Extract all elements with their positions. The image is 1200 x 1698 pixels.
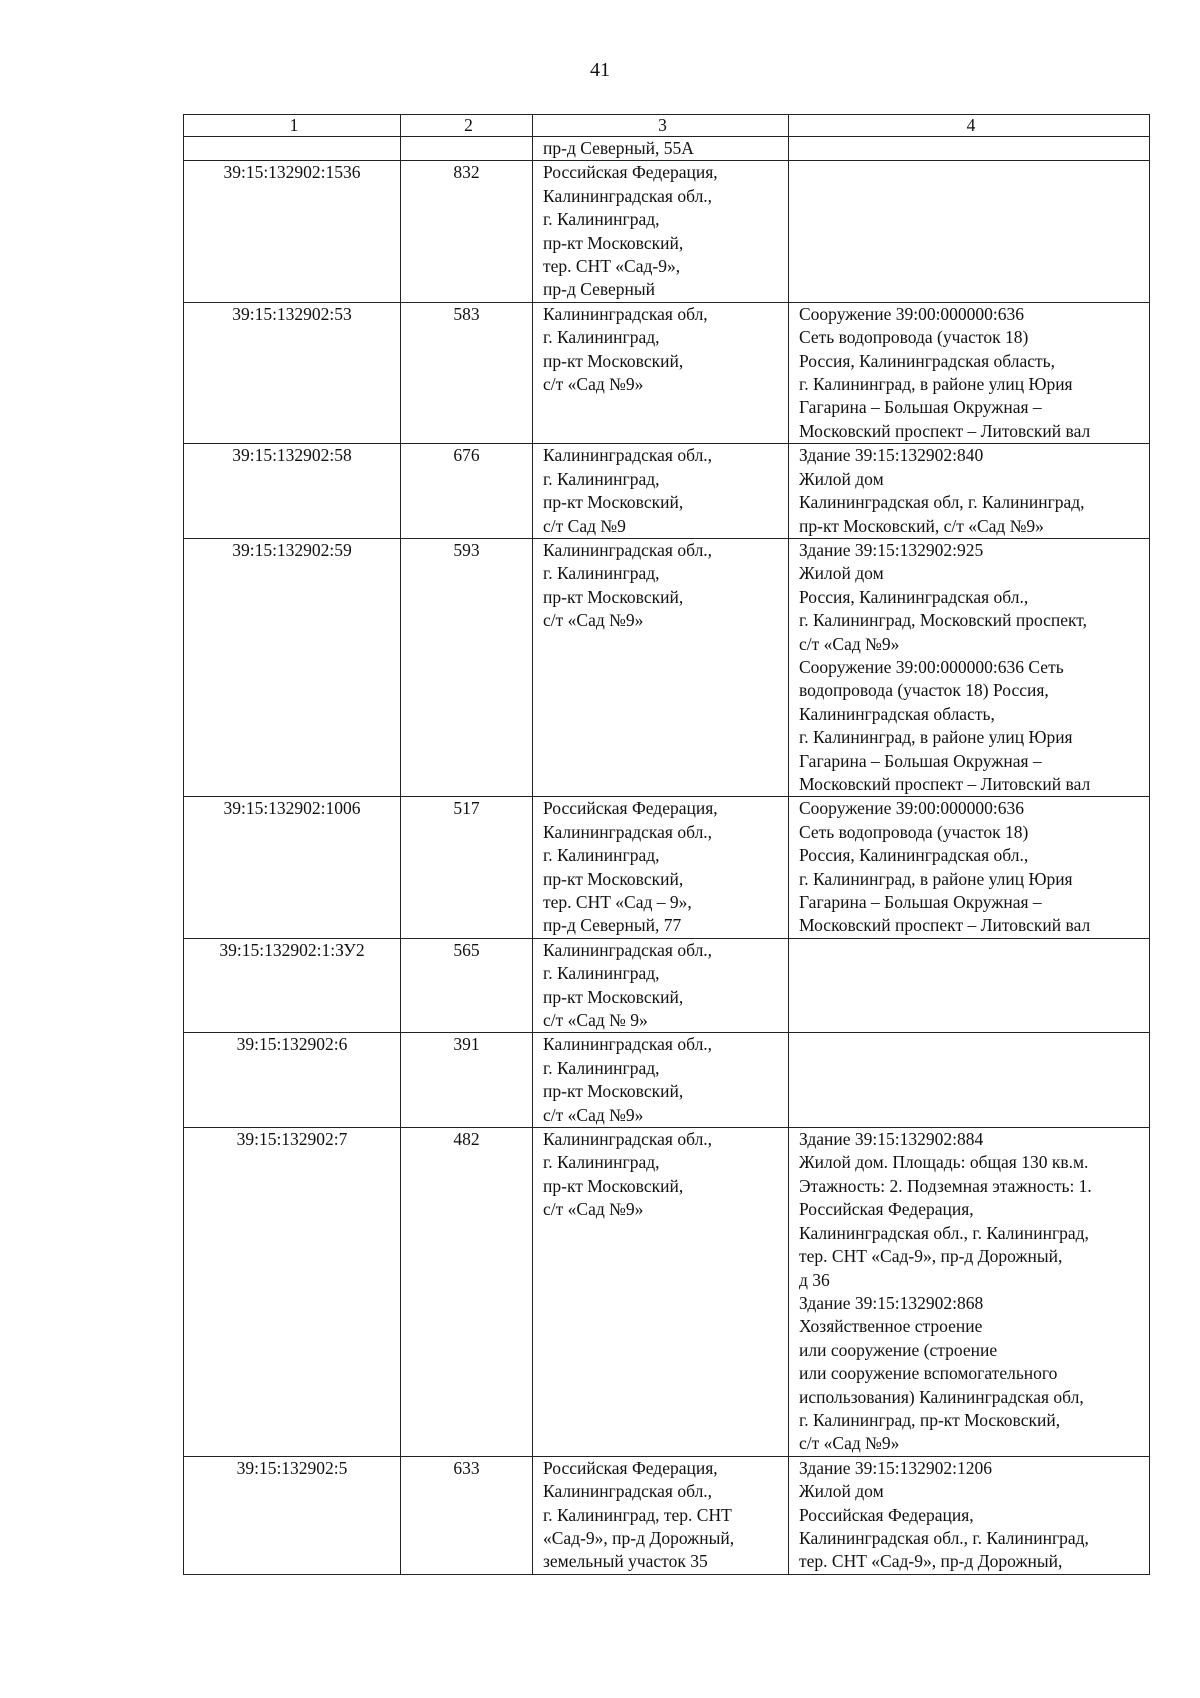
cadastral-number-cell: 39:15:132902:5 <box>184 1456 401 1574</box>
area-cell: 391 <box>401 1033 533 1128</box>
area-cell: 676 <box>401 444 533 539</box>
objects-cell: Сооружение 39:00:000000:636 Сеть водопровода (участок 18) Россия, Калининградская область, г. Калининград, в районе улиц Юрия Гагарина – Большая Окружная – Московский проспект – Литовский вал <box>789 302 1150 443</box>
table-row <box>184 1128 1150 1457</box>
column-header-1: 1 <box>184 115 401 137</box>
table-row <box>184 1033 1150 1128</box>
address-cell: Российская Федерация, Калининградская обл., г. Калининград, пр-кт Московский, тер. СНТ «Сад – 9», пр-д Северный, 77 <box>533 797 789 938</box>
cadastral-number-cell: 39:15:132902:1006 <box>184 797 401 938</box>
address-cell: Калининградская обл., г. Калининград, пр-кт Московский, с/т «Сад №9» <box>533 1033 789 1128</box>
column-header-3: 3 <box>533 115 789 137</box>
objects-cell: Здание 39:15:132902:1206 Жилой дом Российская Федерация, Калининградская обл., г. Калининград, тер. СНТ «Сад-9», пр-д Дорожный, <box>789 1456 1150 1574</box>
column-header-4: 4 <box>789 115 1150 137</box>
cadastral-number-cell: 39:15:132902:1:ЗУ2 <box>184 938 401 1033</box>
address-cell: Калининградская обл., г. Калининград, пр-кт Московский, с/т «Сад №9» <box>533 1128 789 1457</box>
address-cell: Калининградская обл., г. Калининград, пр-кт Московский, с/т «Сад № 9» <box>533 938 789 1033</box>
area-cell: 832 <box>401 161 533 302</box>
table-row <box>184 137 1150 161</box>
table-row <box>184 938 1150 1033</box>
objects-cell <box>789 938 1150 1033</box>
address-cell: Калининградская обл., г. Калининград, пр-кт Московский, с/т «Сад №9» <box>533 538 789 796</box>
objects-cell: Сооружение 39:00:000000:636 Сеть водопровода (участок 18) Россия, Калининградская обл., г. Калининград, в районе улиц Юрия Гагарина – Большая Окружная – Московский проспект – Литовский вал <box>789 797 1150 938</box>
area-cell: 633 <box>401 1456 533 1574</box>
table-row <box>184 302 1150 443</box>
objects-cell <box>789 137 1150 161</box>
address-cell: Калининградская обл, г. Калининград, пр-кт Московский, с/т «Сад №9» <box>533 302 789 443</box>
area-cell: 482 <box>401 1128 533 1457</box>
table-row <box>184 1456 1150 1574</box>
address-cell: Калининградская обл., г. Калининград, пр-кт Московский, с/т Сад №9 <box>533 444 789 539</box>
objects-cell: Здание 39:15:132902:884 Жилой дом. Площадь: общая 130 кв.м. Этажность: 2. Подземная этажность: 1. Российская Федерация, Калининградская обл., г. Калининград, тер. СНТ «Сад-9», пр-д Дорожный, д 36 Здание 39:15:132902:868 Хозяйственное строение или сооружение (строение или сооружение вспомогательного использования) Калининградская обл, г. Калининград, пр-кт Московский, с/т «Сад №9» <box>789 1128 1150 1457</box>
cadastral-number-cell: 39:15:132902:7 <box>184 1128 401 1457</box>
column-header-2: 2 <box>401 115 533 137</box>
cadastral-number-cell <box>184 137 401 161</box>
objects-cell: Здание 39:15:132902:840 Жилой дом Калининградская обл, г. Калининград, пр-кт Московский, с/т «Сад №9» <box>789 444 1150 539</box>
cadastral-number-cell: 39:15:132902:6 <box>184 1033 401 1128</box>
area-cell: 565 <box>401 938 533 1033</box>
land-plot-table <box>183 114 1150 1575</box>
area-cell <box>401 137 533 161</box>
area-cell: 593 <box>401 538 533 796</box>
cadastral-number-cell: 39:15:132902:1536 <box>184 161 401 302</box>
objects-cell <box>789 161 1150 302</box>
address-cell: Российская Федерация, Калининградская обл., г. Калининград, тер. СНТ «Сад-9», пр-д Дорожный, земельный участок 35 <box>533 1456 789 1574</box>
table-row <box>184 538 1150 796</box>
area-cell: 517 <box>401 797 533 938</box>
table-row <box>184 444 1150 539</box>
cadastral-number-cell: 39:15:132902:58 <box>184 444 401 539</box>
area-cell: 583 <box>401 302 533 443</box>
objects-cell: Здание 39:15:132902:925 Жилой дом Россия, Калининградская обл., г. Калининград, Московский проспект, с/т «Сад №9» Сооружение 39:00:000000:636 Сеть водопровода (участок 18) Россия, Калининградская область, г. Калининград, в районе улиц Юрия Гагарина – Большая Окружная – Московский проспект – Литовский вал <box>789 538 1150 796</box>
cadastral-number-cell: 39:15:132902:59 <box>184 538 401 796</box>
address-cell: пр-д Северный, 55А <box>533 137 789 161</box>
objects-cell <box>789 1033 1150 1128</box>
table-row <box>184 161 1150 302</box>
address-cell: Российская Федерация, Калининградская обл., г. Калининград, пр-кт Московский, тер. СНТ «Сад-9», пр-д Северный <box>533 161 789 302</box>
table-row <box>184 797 1150 938</box>
page-number: 41 <box>590 59 610 81</box>
column-number-row <box>184 115 1150 137</box>
cadastral-number-cell: 39:15:132902:53 <box>184 302 401 443</box>
